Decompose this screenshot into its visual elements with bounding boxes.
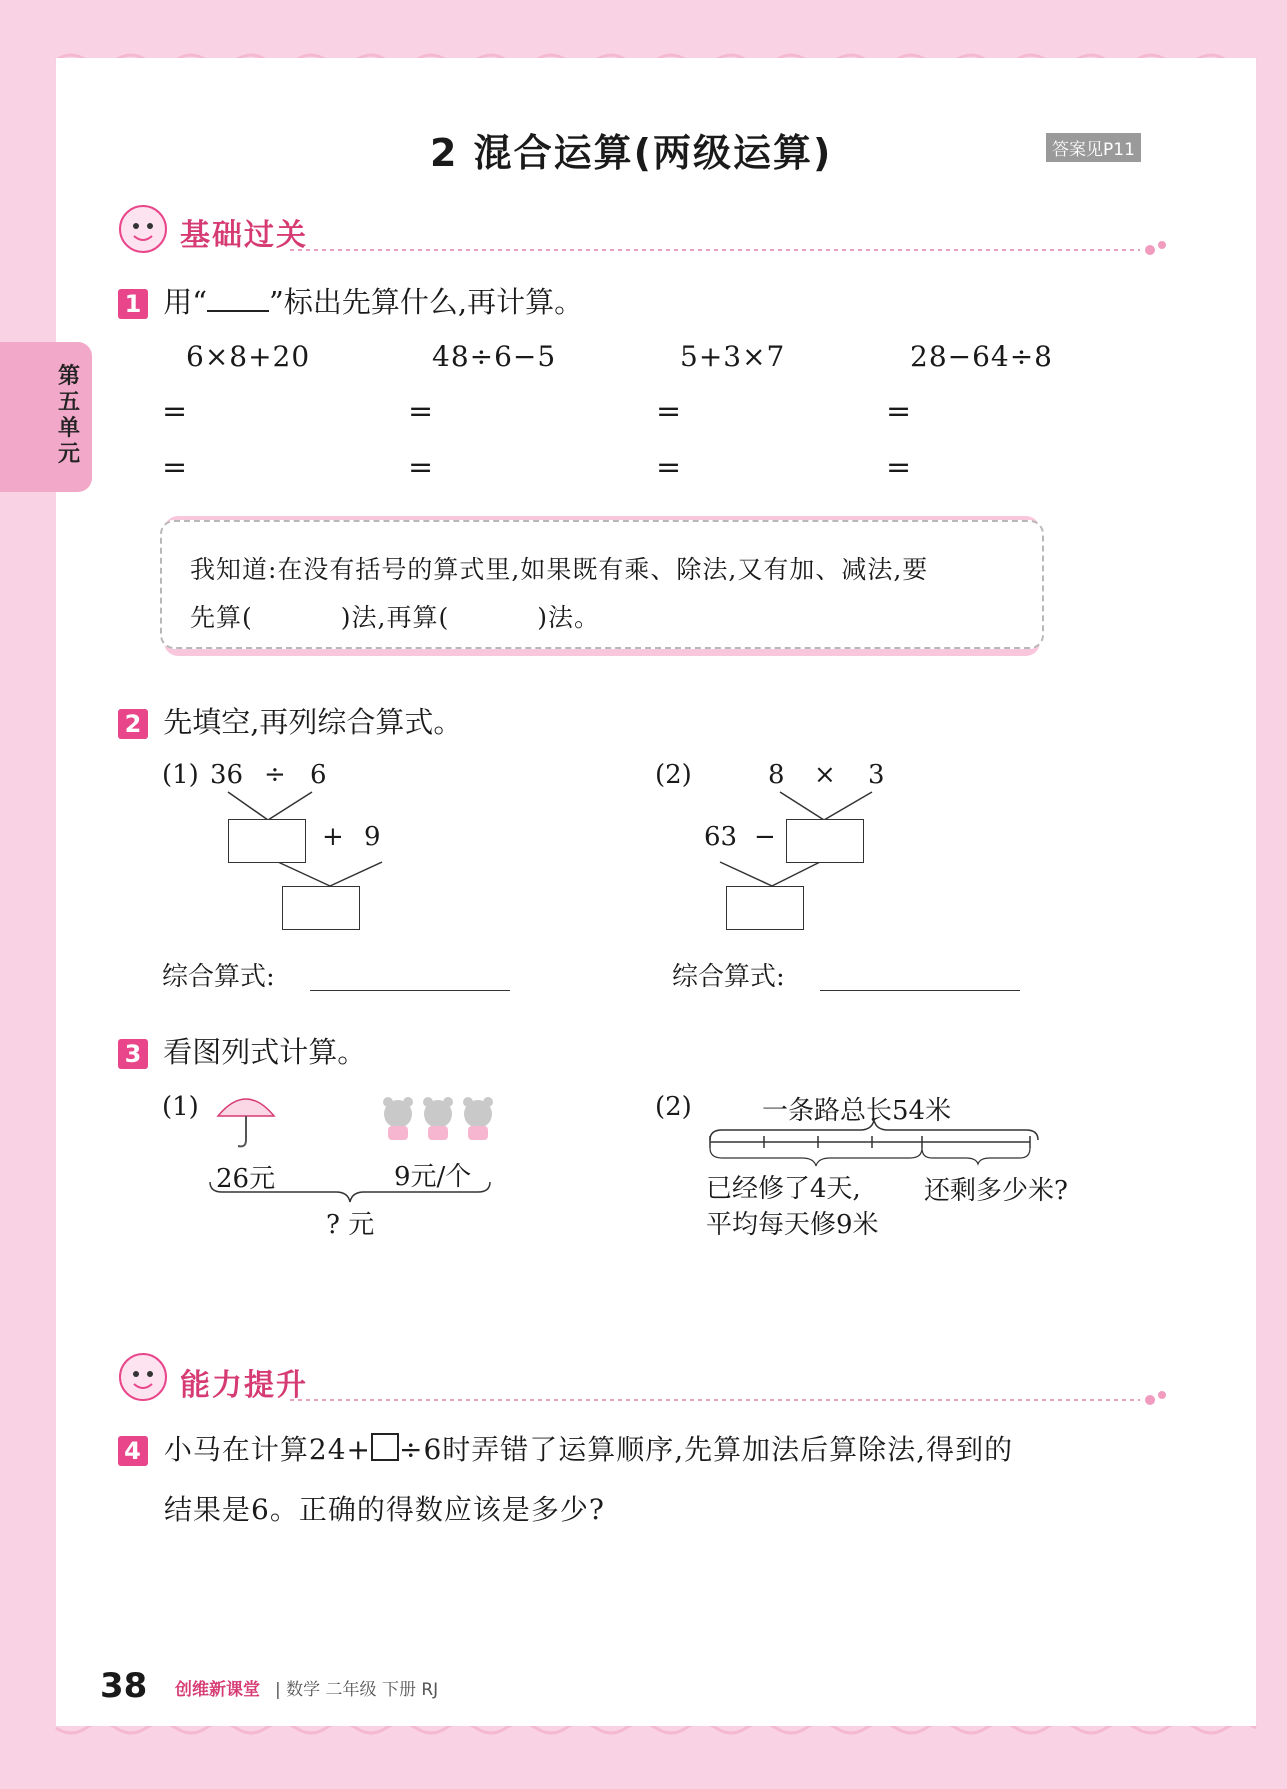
q1-text-b: ”标出先算什么,再计算。 xyxy=(269,285,584,319)
q2-p2-op1: × xyxy=(814,760,836,790)
q1-eq-2a: = xyxy=(408,394,434,429)
q2-p1-formula-label: 综合算式: xyxy=(162,962,275,992)
q2-p2-branch-lines xyxy=(700,780,1000,980)
section-advance-title: 能力提升 xyxy=(180,1368,308,1403)
q2-p2-box1[interactable] xyxy=(786,819,864,863)
section-advance-divider xyxy=(290,1386,1170,1406)
q1-expr-4: 28−64÷8 xyxy=(910,340,1053,373)
q3-p2-road-label: 一条路总长54米 xyxy=(762,1096,952,1126)
know-line2 xyxy=(190,598,600,634)
q4-line1 xyxy=(118,1428,1013,1468)
q4-blank-square xyxy=(371,1433,399,1461)
q1-eq-1b: = xyxy=(162,450,188,485)
q1-expr-1: 6×8+20 xyxy=(186,340,311,373)
q4-text-b: ÷6时弄错了运算顺序,先算加法后算除法,得到的 xyxy=(399,1433,1014,1466)
q3-p1-bear-price: 9元/个 xyxy=(394,1162,472,1192)
q3-p1-umbrella-price: 26元 xyxy=(216,1164,276,1194)
q2-p1-branch-lines xyxy=(160,780,560,980)
q2-p2-b: 3 xyxy=(868,760,885,790)
q1-expr-3: 5+3×7 xyxy=(680,340,786,373)
q4-number: 4 xyxy=(118,1436,148,1466)
q1-eq-4a: = xyxy=(886,394,912,429)
umbrella-icon xyxy=(214,1088,278,1152)
section-basic-divider xyxy=(290,236,1170,256)
q2-p1-formula-line[interactable] xyxy=(310,990,510,991)
q3-prompt xyxy=(118,1030,366,1071)
know-part2: )法,再算( xyxy=(340,603,450,632)
q2-p1-c: 9 xyxy=(364,822,381,852)
section-advance-icon xyxy=(118,1352,168,1406)
q1-text-a: 用“ xyxy=(163,285,208,319)
q1-expr-2: 48÷6−5 xyxy=(432,340,557,373)
q2-text: 先填空,再列综合算式。 xyxy=(163,705,463,739)
q2-p2-formula-label: 综合算式: xyxy=(672,962,785,992)
q3-number: 3 xyxy=(118,1039,148,1069)
q4-text-a: 小马在计算24+ xyxy=(163,1433,371,1466)
page-title: 2 混合运算(两级运算) xyxy=(430,131,833,175)
section-basic-icon xyxy=(118,204,168,258)
q1-eq-3a: = xyxy=(656,394,682,429)
unit-side-tab xyxy=(0,342,92,492)
q1-eq-3b: = xyxy=(656,450,682,485)
q1-eq-2b: = xyxy=(408,450,434,485)
q1-eq-1a: = xyxy=(162,394,188,429)
q3-p2-road-diagram xyxy=(706,1118,1046,1168)
q3-p2-line2: 平均每天修9米 xyxy=(706,1210,879,1240)
q2-p2-op2: − xyxy=(754,822,776,852)
q3-p1-total: ? 元 xyxy=(326,1210,375,1240)
q2-p2-a: 8 xyxy=(768,760,785,790)
q1-number: 1 xyxy=(118,289,148,319)
q2-p1-label: (1) xyxy=(162,760,199,790)
q2-prompt xyxy=(118,700,462,741)
q3-text: 看图列式计算。 xyxy=(163,1035,367,1069)
q2-p1-a: 36 xyxy=(210,760,244,790)
know-part3: )法。 xyxy=(537,603,600,632)
q1-underline-blank xyxy=(207,282,269,312)
q2-p2-box2[interactable] xyxy=(726,886,804,930)
page-number: 38 xyxy=(100,1666,148,1706)
q1-prompt xyxy=(118,280,583,321)
q2-p1-box2[interactable] xyxy=(282,886,360,930)
q2-p2-formula-line[interactable] xyxy=(820,990,1020,991)
q3-p2-label: (2) xyxy=(655,1092,692,1122)
footer-brand: 创维新课堂 xyxy=(175,1680,260,1700)
section-basic-title: 基础过关 xyxy=(180,218,308,253)
know-line1: 我知道:在没有括号的算式里,如果既有乘、除法,又有加、减法,要 xyxy=(190,555,929,584)
monkey-icon xyxy=(118,1352,168,1402)
q2-p1-op1: ÷ xyxy=(264,760,286,790)
footer-book-info: | 数学 二年级 下册 RJ xyxy=(275,1680,439,1700)
mascot-icon xyxy=(118,204,168,254)
q4-line2: 结果是6。正确的得数应该是多少? xyxy=(164,1493,605,1526)
unit-label: 第五单元 xyxy=(57,364,80,467)
teddy-bears-icon xyxy=(380,1096,500,1144)
q3-p2-ask: 还剩多少米? xyxy=(924,1176,1068,1206)
q2-p2-c: 63 xyxy=(704,822,738,852)
know-box xyxy=(160,520,1044,649)
q2-p1-b: 6 xyxy=(310,760,327,790)
q2-p2-label: (2) xyxy=(655,760,692,790)
know-part1: 先算( xyxy=(190,603,253,632)
q3-p1-label: (1) xyxy=(162,1092,199,1122)
q2-p1-box1[interactable] xyxy=(228,819,306,863)
answer-reference: 答案见P11 xyxy=(1046,133,1141,162)
q1-eq-4b: = xyxy=(886,450,912,485)
q2-p1-op2: + xyxy=(322,822,344,852)
q3-p2-line1: 已经修了4天, xyxy=(706,1174,861,1204)
q2-number: 2 xyxy=(118,709,148,739)
